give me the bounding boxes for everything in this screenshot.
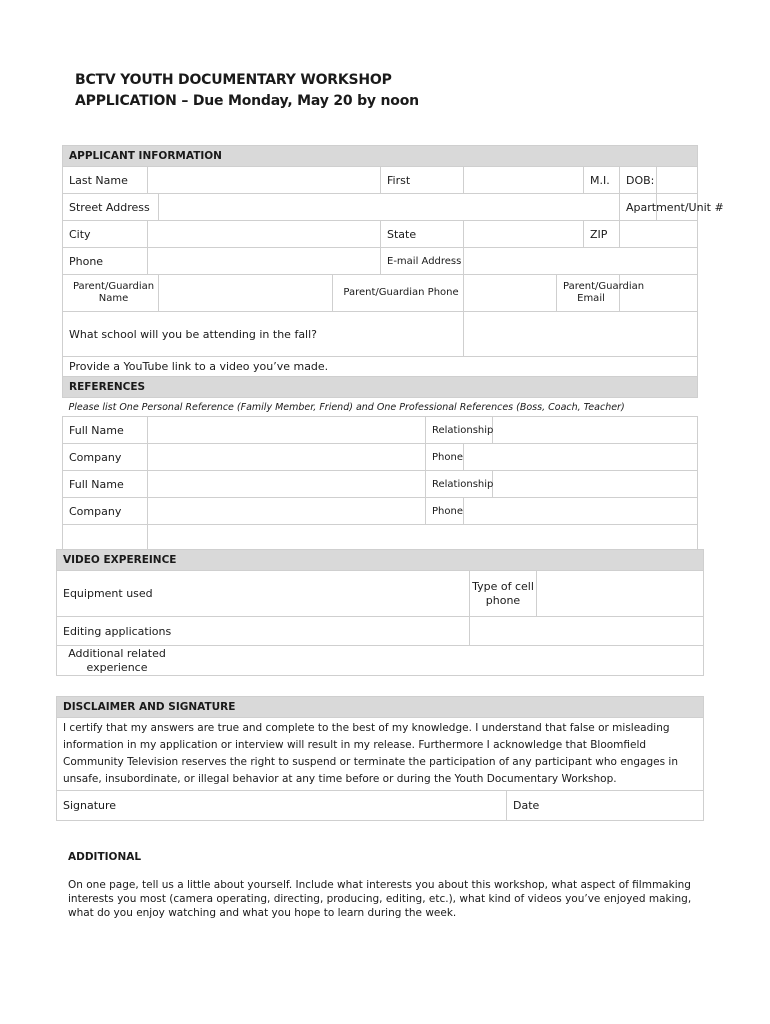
ref1-phone-field[interactable] <box>464 444 698 471</box>
ref1-relationship-field[interactable] <box>493 417 698 444</box>
guardian-name-label: Parent/Guardian Name <box>63 275 159 312</box>
ref1-full-name-field[interactable] <box>148 417 426 444</box>
dob-label: DOB: <box>620 167 657 194</box>
editing-applications-field[interactable] <box>470 617 704 646</box>
date-label[interactable]: Date <box>507 791 704 821</box>
ref2-full-name-label: Full Name <box>63 471 148 498</box>
guardian-email-label: Parent/Guardian Email <box>557 275 620 312</box>
ref1-company-field[interactable] <box>148 444 426 471</box>
title-line-2: APPLICATION – Due Monday, May 20 by noon <box>75 93 419 109</box>
applicant-info-header: APPLICANT INFORMATION <box>63 146 698 167</box>
cell-phone-type-field[interactable] <box>537 571 704 617</box>
ref2-company-label: Company <box>63 498 148 525</box>
zip-label: ZIP <box>584 221 620 248</box>
last-name-label: Last Name <box>63 167 148 194</box>
zip-field[interactable] <box>620 221 698 248</box>
additional-experience-label: Additional related experience <box>68 646 166 674</box>
references-header: REFERENCES <box>63 377 698 398</box>
guardian-phone-label: Parent/Guardian Phone <box>333 275 464 312</box>
ref1-phone-label: Phone <box>426 444 464 471</box>
signature-label[interactable]: Signature <box>57 791 507 821</box>
title-line-1: BCTV YOUTH DOCUMENTARY WORKSHOP <box>75 72 392 88</box>
disclaimer-table <box>56 696 704 821</box>
ref2-phone-label: Phone <box>426 498 464 525</box>
street-address-field[interactable] <box>159 194 620 221</box>
ref2-phone-field[interactable] <box>464 498 698 525</box>
applicant-table <box>62 145 724 552</box>
equipment-used-label: Equipment used <box>57 571 470 617</box>
additional-header: ADDITIONAL <box>68 851 142 863</box>
state-field[interactable] <box>464 221 584 248</box>
editing-applications-label: Editing applications <box>57 617 470 646</box>
ref-extra-label-cell <box>63 525 148 552</box>
document-title <box>75 70 419 112</box>
ref1-company-label: Company <box>63 444 148 471</box>
apartment-unit-label: Apartment/Unit # <box>620 194 657 221</box>
ref2-relationship-label: Relationship <box>426 471 493 498</box>
ref2-full-name-field[interactable] <box>148 471 426 498</box>
video-experience-header: VIDEO EXPEREINCE <box>57 550 704 571</box>
cell-phone-type-label: Type of cell phone <box>470 571 537 617</box>
email-field[interactable] <box>464 248 698 275</box>
phone-field[interactable] <box>148 248 381 275</box>
state-label: State <box>381 221 464 248</box>
dob-field[interactable] <box>657 167 698 194</box>
disclaimer-text: I certify that my answers are true and complete to the best of my knowledge. I understand that false or misleading information in my application or interview will result in my release. Furthermore I acknowledge that Bloomfield Community Television reserves the right to suspend or terminate the participation of any participant who engages in unsafe, insubordinate, or illegal behavior at any time before or during the Youth Documentary Workshop. <box>57 718 704 791</box>
school-label: What school will you be attending in the fall? <box>63 312 464 357</box>
city-field[interactable] <box>148 221 381 248</box>
first-name-field[interactable] <box>464 167 584 194</box>
ref-extra-field[interactable] <box>148 525 698 552</box>
video-experience-table <box>56 549 704 676</box>
phone-label: Phone <box>63 248 148 275</box>
additional-text: On one page, tell us a little about yourself. Include what interests you about this workshop, what aspect of filmmaking interests you most (camera operating, directing, producing, editing, etc.), what kind of videos you’ve enjoyed making, what do you enjoy watching and what you hope to learn during the week. <box>68 879 692 919</box>
disclaimer-header: DISCLAIMER AND SIGNATURE <box>57 697 704 718</box>
ref2-relationship-field[interactable] <box>493 471 698 498</box>
references-instruction: Please list One Personal Reference (Family Member, Friend) and One Professional References (Boss, Coach, Teacher) <box>63 398 698 417</box>
street-address-label: Street Address <box>63 194 159 221</box>
mi-label: M.I. <box>584 167 620 194</box>
city-label: City <box>63 221 148 248</box>
first-name-label: First <box>381 167 464 194</box>
ref1-full-name-label: Full Name <box>63 417 148 444</box>
guardian-phone-field[interactable] <box>464 275 557 312</box>
ref1-relationship-label: Relationship <box>426 417 493 444</box>
guardian-name-field[interactable] <box>159 275 333 312</box>
school-field[interactable] <box>464 312 698 357</box>
ref2-company-field[interactable] <box>148 498 426 525</box>
email-label: E-mail Address <box>381 248 464 275</box>
youtube-link-label: Provide a YouTube link to a video you’ve made. <box>63 357 698 377</box>
last-name-field[interactable] <box>148 167 381 194</box>
